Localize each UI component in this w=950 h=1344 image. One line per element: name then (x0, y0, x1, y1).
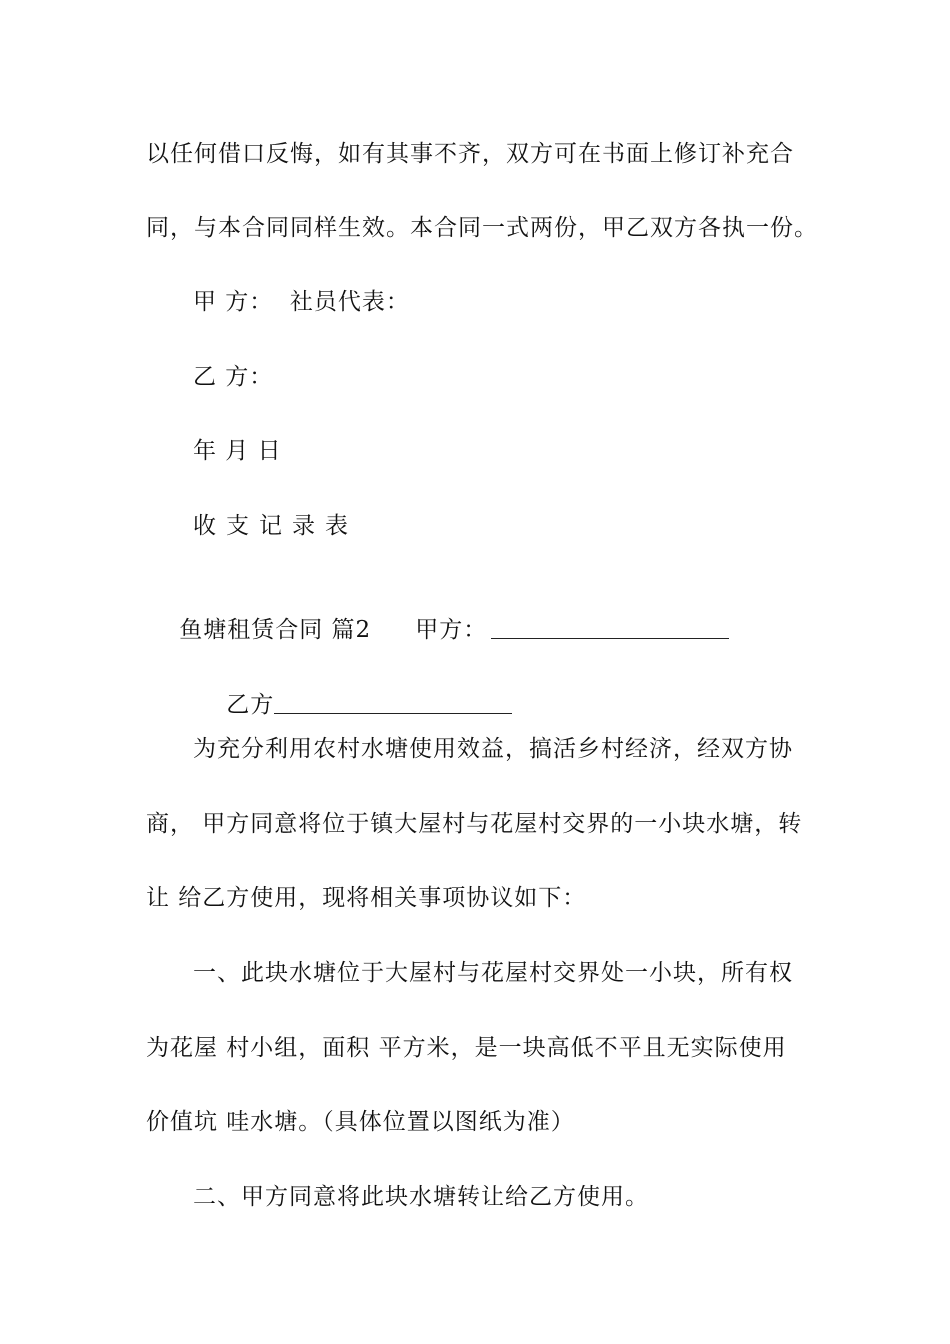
paragraph-line: 为充分利用农村水塘使用效益，搞活乡村经济，经双方协 (193, 736, 793, 762)
party-a-label: 甲方： (415, 617, 488, 643)
clause-two-line: 二、甲方同意将此块水塘转让给乙方使用。 (193, 1184, 649, 1210)
party-b-signature-line: 乙 方： (193, 364, 274, 390)
date-line: 年 月 日 (193, 438, 282, 464)
paragraph-line: 以任何借口反悔，如有其事不齐，双方可在书面上修订补充合 (146, 141, 794, 167)
contract-title: 鱼塘租赁合同 篇2 (179, 617, 372, 643)
clause-one-line: 一、此块水塘位于大屋村与花屋村交界处一小块，所有权 (193, 960, 793, 986)
paragraph-line: 价值坑 哇水塘。（具体位置以图纸为准） (146, 1109, 575, 1135)
party-b-blank-field (274, 691, 512, 714)
record-table-title: 收支记录表 (193, 513, 358, 539)
paragraph-line: 为花屋 村小组，面积 平方米，是一块高低不平且无实际使用 (146, 1035, 787, 1061)
paragraph-line: 让 给乙方使用，现将相关事项协议如下： (146, 885, 587, 911)
paragraph-line: 同，与本合同同样生效。本合同一式两份，甲乙双方各执一份。 (146, 215, 818, 241)
party-a-signature-line: 甲 方： 社员代表： (193, 289, 410, 315)
party-a-blank-field (491, 616, 729, 639)
paragraph-line: 商， 甲方同意将位于镇大屋村与花屋村交界的一小块水塘，转 (146, 811, 803, 837)
party-b-label: 乙方 (226, 692, 275, 718)
